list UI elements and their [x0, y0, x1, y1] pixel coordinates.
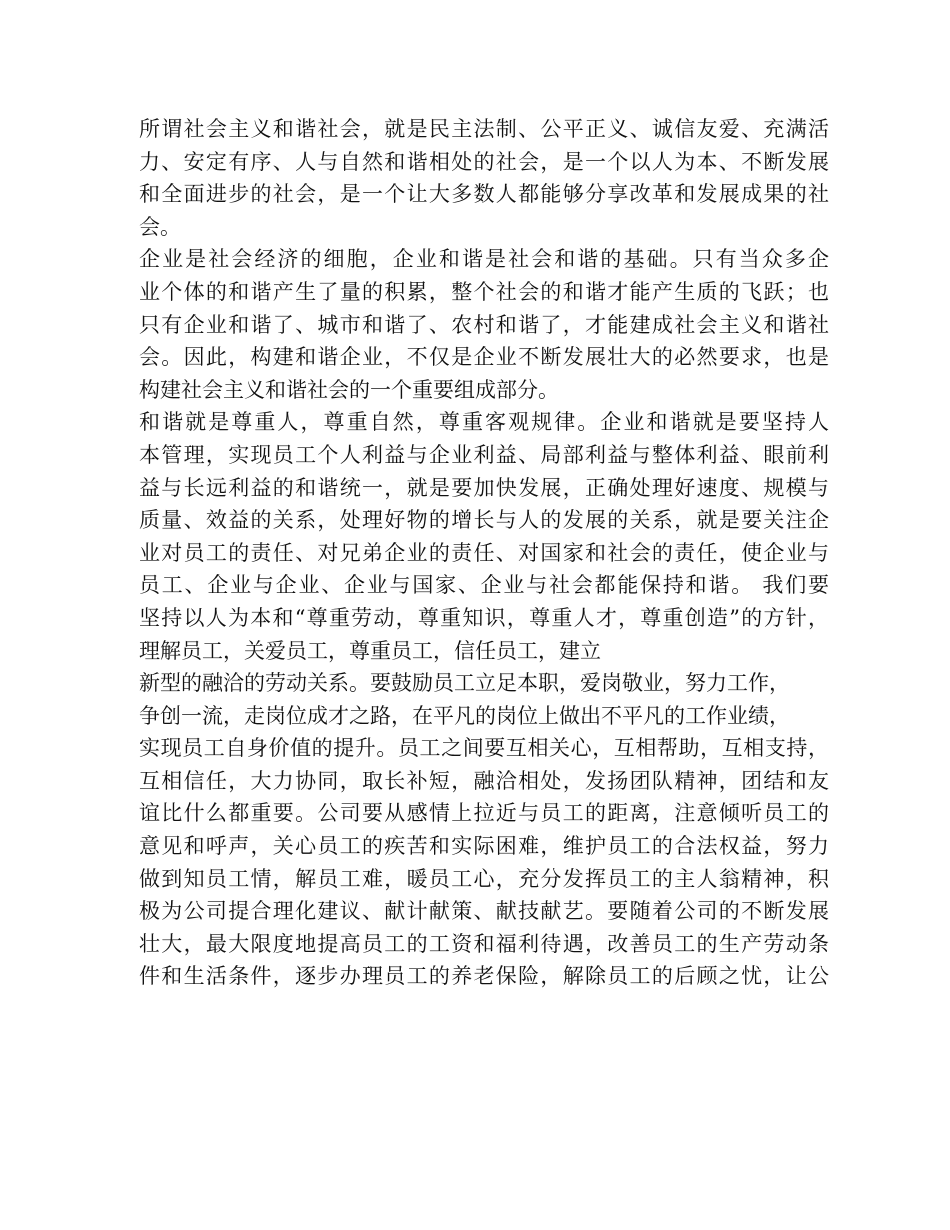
document-body: [139, 113, 829, 993]
text-line: 企业是社会经济的细胞，企业和谐是社会和谐的基础。只有当众多企: [139, 247, 829, 272]
text-line: 新型的融洽的劳动关系。要鼓励员工立足本职，爱岗敬业，努力工作，: [139, 671, 790, 696]
text-line: 业个体的和谐产生了量的积累，整个社会的和谐才能产生质的飞跃；也: [139, 279, 829, 304]
text-line: 益与长远利益的和谐统一，就是要加快发展，正确处理好速度、规模与: [139, 475, 829, 500]
text-line: 争创一流，走岗位成才之路，在平凡的岗位上做出不平凡的工作业绩，: [139, 703, 790, 728]
text-line: 和全面进步的社会，是一个让大多数人都能够分享改革和发展成果的社: [139, 182, 829, 207]
text-line: 意见和呼声，关心员工的疾苦和实际困难，维护员工的合法权益，努力: [139, 834, 829, 859]
text-line: 件和生活条件，逐步办理员工的养老保险，解除员工的后顾之忧，让公: [139, 964, 829, 989]
text-line: 和谐就是尊重人，尊重自然，尊重客观规律。企业和谐就是要坚持人: [139, 410, 829, 435]
text-line: 会。因此，构建和谐企业，不仅是企业不断发展壮大的必然要求，也是: [139, 345, 829, 370]
text-line: 谊比什么都重要。公司要从感情上拉近与员工的距离，注意倾听员工的: [139, 801, 829, 826]
text-line: 所谓社会主义和谐社会，就是民主法制、公平正义、诚信友爱、充满活: [139, 117, 829, 141]
text-line: 壮大，最大限度地提高员工的工资和福利待遇，改善员工的生产劳动条: [139, 931, 829, 956]
text-line: 坚持以人为本和“尊重劳动，尊重知识，尊重人才，尊重创造”的方针，: [139, 605, 829, 630]
text-line: 本管理，实现员工个人利益与企业利益、局部利益与整体利益、眼前利: [139, 442, 829, 467]
text-line: 互相信任，大力协同，取长补短，融洽相处，发扬团队精神，团结和友: [139, 768, 829, 793]
text-line: 质量、效益的关系，处理好物的增长与人的发展的关系，就是要关注企: [139, 508, 829, 533]
text-line: 员工、企业与企业、企业与国家、企业与社会都能保持和谐。 我们要: [139, 573, 829, 598]
text-line: 极为公司提合理化建议、献计献策、献技献艺。要随着公司的不断发展: [139, 899, 829, 924]
text-line: 只有企业和谐了、城市和谐了、农村和谐了，才能建成社会主义和谐社: [139, 312, 829, 337]
text-line: 理解员工，关爱员工，尊重员工，信任员工，建立: [139, 638, 601, 663]
text-line: 力、安定有序、人与自然和谐相处的社会，是一个以人为本、不断发展: [139, 149, 829, 174]
text-line: 实现员工自身价值的提升。员工之间要互相关心，互相帮助，互相支持，: [139, 736, 829, 761]
text-line: 会。: [139, 214, 181, 239]
text-line: 做到知员工情，解员工难，暖员工心，充分发挥员工的主人翁精神，积: [139, 866, 829, 891]
text-line: 构建社会主义和谐社会的一个重要组成部分。: [139, 377, 559, 402]
text-line: 业对员工的责任、对兄弟企业的责任、对国家和社会的责任，使企业与: [139, 540, 829, 565]
